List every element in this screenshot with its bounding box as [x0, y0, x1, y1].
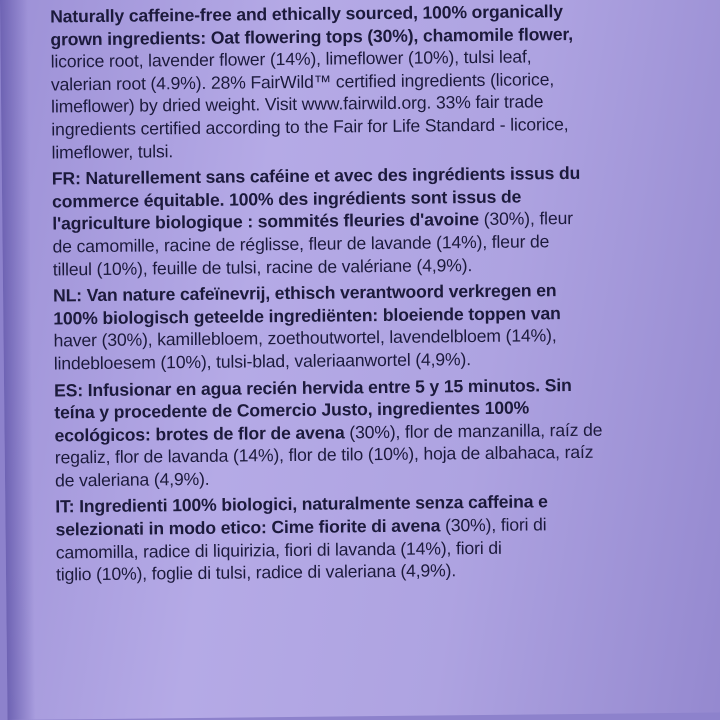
bold-text: l'agriculture biologique : sommités fleuries d'avoine — [52, 209, 480, 234]
regular-text: ingredients certified according to the Fair for Life Standard - licorice, — [51, 114, 569, 140]
bold-text: selezionati in modo etico: Cime fiorite di avena — [55, 515, 441, 540]
bold-text: commerce équitable. 100% des ingrédients sont issus de — [52, 186, 522, 212]
regular-text: de camomille, racine de réglisse, fleur de lavande (14%), fleur de — [52, 231, 550, 257]
bold-text: teína y procedente de Comercio Justo, ingredientes 100% — [54, 397, 530, 423]
regular-text: de valeriana (4,9%). — [54, 468, 210, 491]
ingredients-paragraph-en — [50, 0, 700, 164]
bold-text: ES: Infusionar en agua recién hervida entre 5 y 15 minutos. Sin — [53, 374, 572, 400]
regular-text: lindebloesem (10%), tulsi-blad, valeriaanwortel (4,9%). — [53, 348, 472, 374]
regular-text: tilleul (10%), feuille de tulsi, racine de valériane (4,9%). — [52, 254, 473, 279]
regular-text: (30%), fleur — [478, 208, 573, 230]
bold-text: Naturally caffeine-free and ethically sourced, 100% organically — [50, 1, 563, 27]
ingredients-paragraph-it — [55, 489, 704, 586]
bold-text: grown ingredients: Oat flowering tops (30%), chamomile flower, — [50, 23, 573, 50]
ingredients-paragraph-es — [54, 372, 703, 492]
regular-text: limeflower, tulsi. — [51, 140, 174, 163]
regular-text: haver (30%), kamillebloem, zoethoutwortel, lavendelbloem (14%), — [53, 325, 557, 351]
regular-text: (30%), fiori di — [440, 514, 547, 536]
bold-text: IT: Ingredienti 100% biologici, naturalmente senza caffeina e — [55, 491, 548, 517]
regular-text: (30%), flor de manzanilla, raíz de — [344, 419, 603, 443]
regular-text: valerian root (4.9%). 28% FairWild™ certified ingredients (licorice, — [50, 68, 555, 95]
regular-text: tiglio (10%), foglie di tulsi, radice di valeriana (4,9%). — [55, 560, 457, 585]
regular-text: regaliz, flor de lavanda (14%), flor de tilo (10%), hoja de albahaca, raíz — [54, 442, 594, 468]
ingredients-paragraph-nl — [53, 278, 702, 375]
bold-text: NL: Van nature cafeïnevrij, ethisch verantwoord verkregen en — [52, 280, 557, 306]
regular-text: limeflower) by dried weight. Visit www.fairwild.org. 33% fair trade — [51, 91, 544, 117]
bold-text: FR: Naturellement sans caféine et avec des ingrédients issus du — [51, 163, 581, 189]
ingredients-text — [50, 0, 704, 586]
package-edge-shadow — [0, 0, 36, 720]
regular-text: camomilla, radice di liquirizia, fiori di lavanda (14%), fiori di — [55, 537, 502, 563]
ingredients-paragraph-fr — [52, 161, 701, 281]
bold-text: 100% biologisch geteelde ingrediënten: bloeiende toppen van — [53, 302, 561, 329]
bold-text: ecológicos: brotes de flor de avena — [54, 422, 345, 446]
regular-text: licorice root, lavender flower (14%), limeflower (10%), tulsi leaf, — [50, 46, 532, 72]
